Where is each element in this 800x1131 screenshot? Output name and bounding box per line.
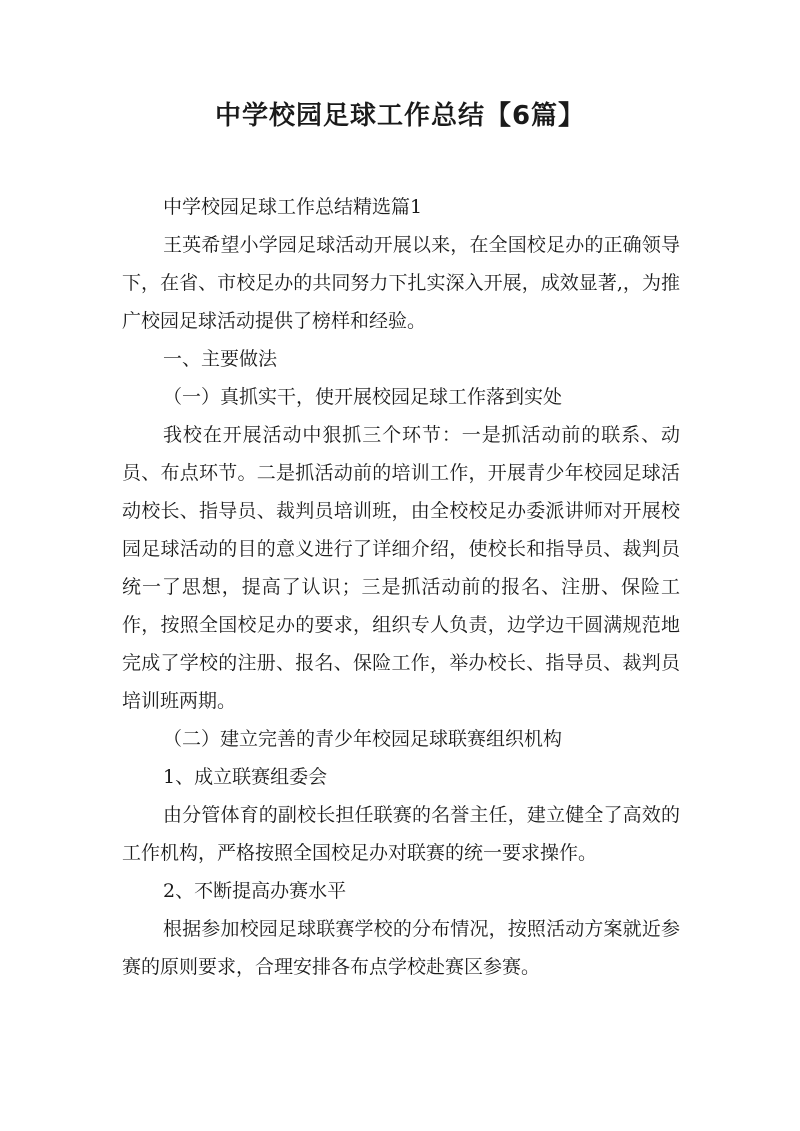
section-heading: 中学校园足球工作总结精选篇1 bbox=[163, 196, 423, 218]
paragraph: 王英希望小学园足球活动开展以来，在全国校足办的正确领导下，在省、市校足办的共同努力下扎实深入开展，成效显著,，为推广校园足球活动提供了榜样和经验。 bbox=[122, 234, 680, 332]
document-body bbox=[122, 188, 680, 986]
paragraph: 由分管体育的副校长担任联赛的名誉主任，建立健全了高效的工作机构，严格按照全国校足办对联赛的统一要求操作。 bbox=[122, 804, 680, 864]
document-title: 中学校园足球工作总结【6篇】 bbox=[214, 101, 586, 131]
paragraph: 根据参加校园足球联赛学校的分布情况，按照活动方案就近参赛的原则要求，合理安排各布点学校赴赛区参赛。 bbox=[122, 918, 680, 978]
heading-level-3: 2、不断提高办赛水平 bbox=[163, 880, 347, 902]
heading-level-1: 一、主要做法 bbox=[163, 348, 278, 370]
heading-level-2: （二）建立完善的青少年校园足球联赛组织机构 bbox=[163, 728, 563, 750]
heading-level-2: （一）真抓实干，使开展校园足球工作落到实处 bbox=[163, 386, 563, 408]
paragraph: 我校在开展活动中狠抓三个环节：一是抓活动前的联系、动员、布点环节。二是抓活动前的培训工作，开展青少年校园足球活动校长、指导员、裁判员培训班，由全校校足办委派讲师对开展校园足球活动的目的意义进行了详细介绍，使校长和指导员、裁判员统一了思想，提高了认识；三是抓活动前的报名、注册、保险工作，按照全国校足办的要求，组织专人负责，边学边干圆满规范地完成了学校的注册、报名、保险工作，举办校长、指导员、裁判员培训班两期。 bbox=[122, 424, 680, 712]
heading-level-3: 1、成立联赛组委会 bbox=[163, 766, 328, 788]
